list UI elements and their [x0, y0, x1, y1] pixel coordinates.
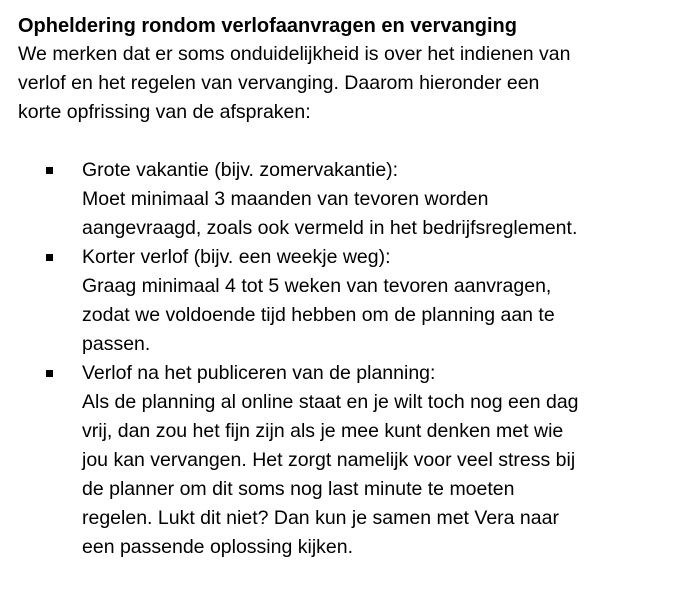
list-item-verlof-na-planning [18, 359, 678, 562]
intro-line: verlof en het regelen van vervanging. Daarom hieronder een [18, 72, 540, 94]
list-item-heading: Verlof na het publiceren van de planning: [82, 362, 436, 384]
document [18, 12, 678, 562]
agreements-list [18, 156, 678, 562]
intro-line: korte opfrissing van de afspraken: [18, 101, 311, 123]
list-item-line: vrij, dan zou het fijn zijn als je mee kunt denken met wie [82, 420, 564, 442]
list-item-line: Graag minimaal 4 tot 5 weken van tevoren aanvragen, [82, 275, 552, 297]
list-item-korter-verlof [18, 243, 678, 359]
list-item-line: aangevraagd, zoals ook vermeld in het bedrijfsreglement. [82, 217, 578, 239]
list-item-line: passen. [82, 333, 151, 355]
intro-line: We merken dat er soms onduidelijkheid is over het indienen van [18, 43, 571, 65]
square-bullet-icon [46, 370, 53, 377]
list-item-heading: Korter verlof (bijv. een weekje weg): [82, 246, 391, 268]
list-item-line: regelen. Lukt dit niet? Dan kun je samen met Vera naar [82, 507, 559, 529]
document-title: Opheldering rondom verlofaanvragen en vervanging [18, 15, 517, 37]
list-item-line: Als de planning al online staat en je wilt toch nog een dag [82, 391, 579, 413]
list-item-heading: Grote vakantie (bijv. zomervakantie): [82, 159, 399, 181]
square-bullet-icon [46, 167, 53, 174]
intro-paragraph [18, 40, 678, 127]
square-bullet-icon [46, 254, 53, 261]
list-item-line: een passende oplossing kijken. [82, 536, 354, 558]
list-item-line: jou kan vervangen. Het zorgt namelijk voor veel stress bij [82, 449, 576, 471]
list-item-grote-vakantie [18, 156, 678, 243]
list-item-line: Moet minimaal 3 maanden van tevoren worden [82, 188, 489, 210]
list-item-line: zodat we voldoende tijd hebben om de planning aan te [82, 304, 555, 326]
list-item-line: de planner om dit soms nog last minute te moeten [82, 478, 515, 500]
